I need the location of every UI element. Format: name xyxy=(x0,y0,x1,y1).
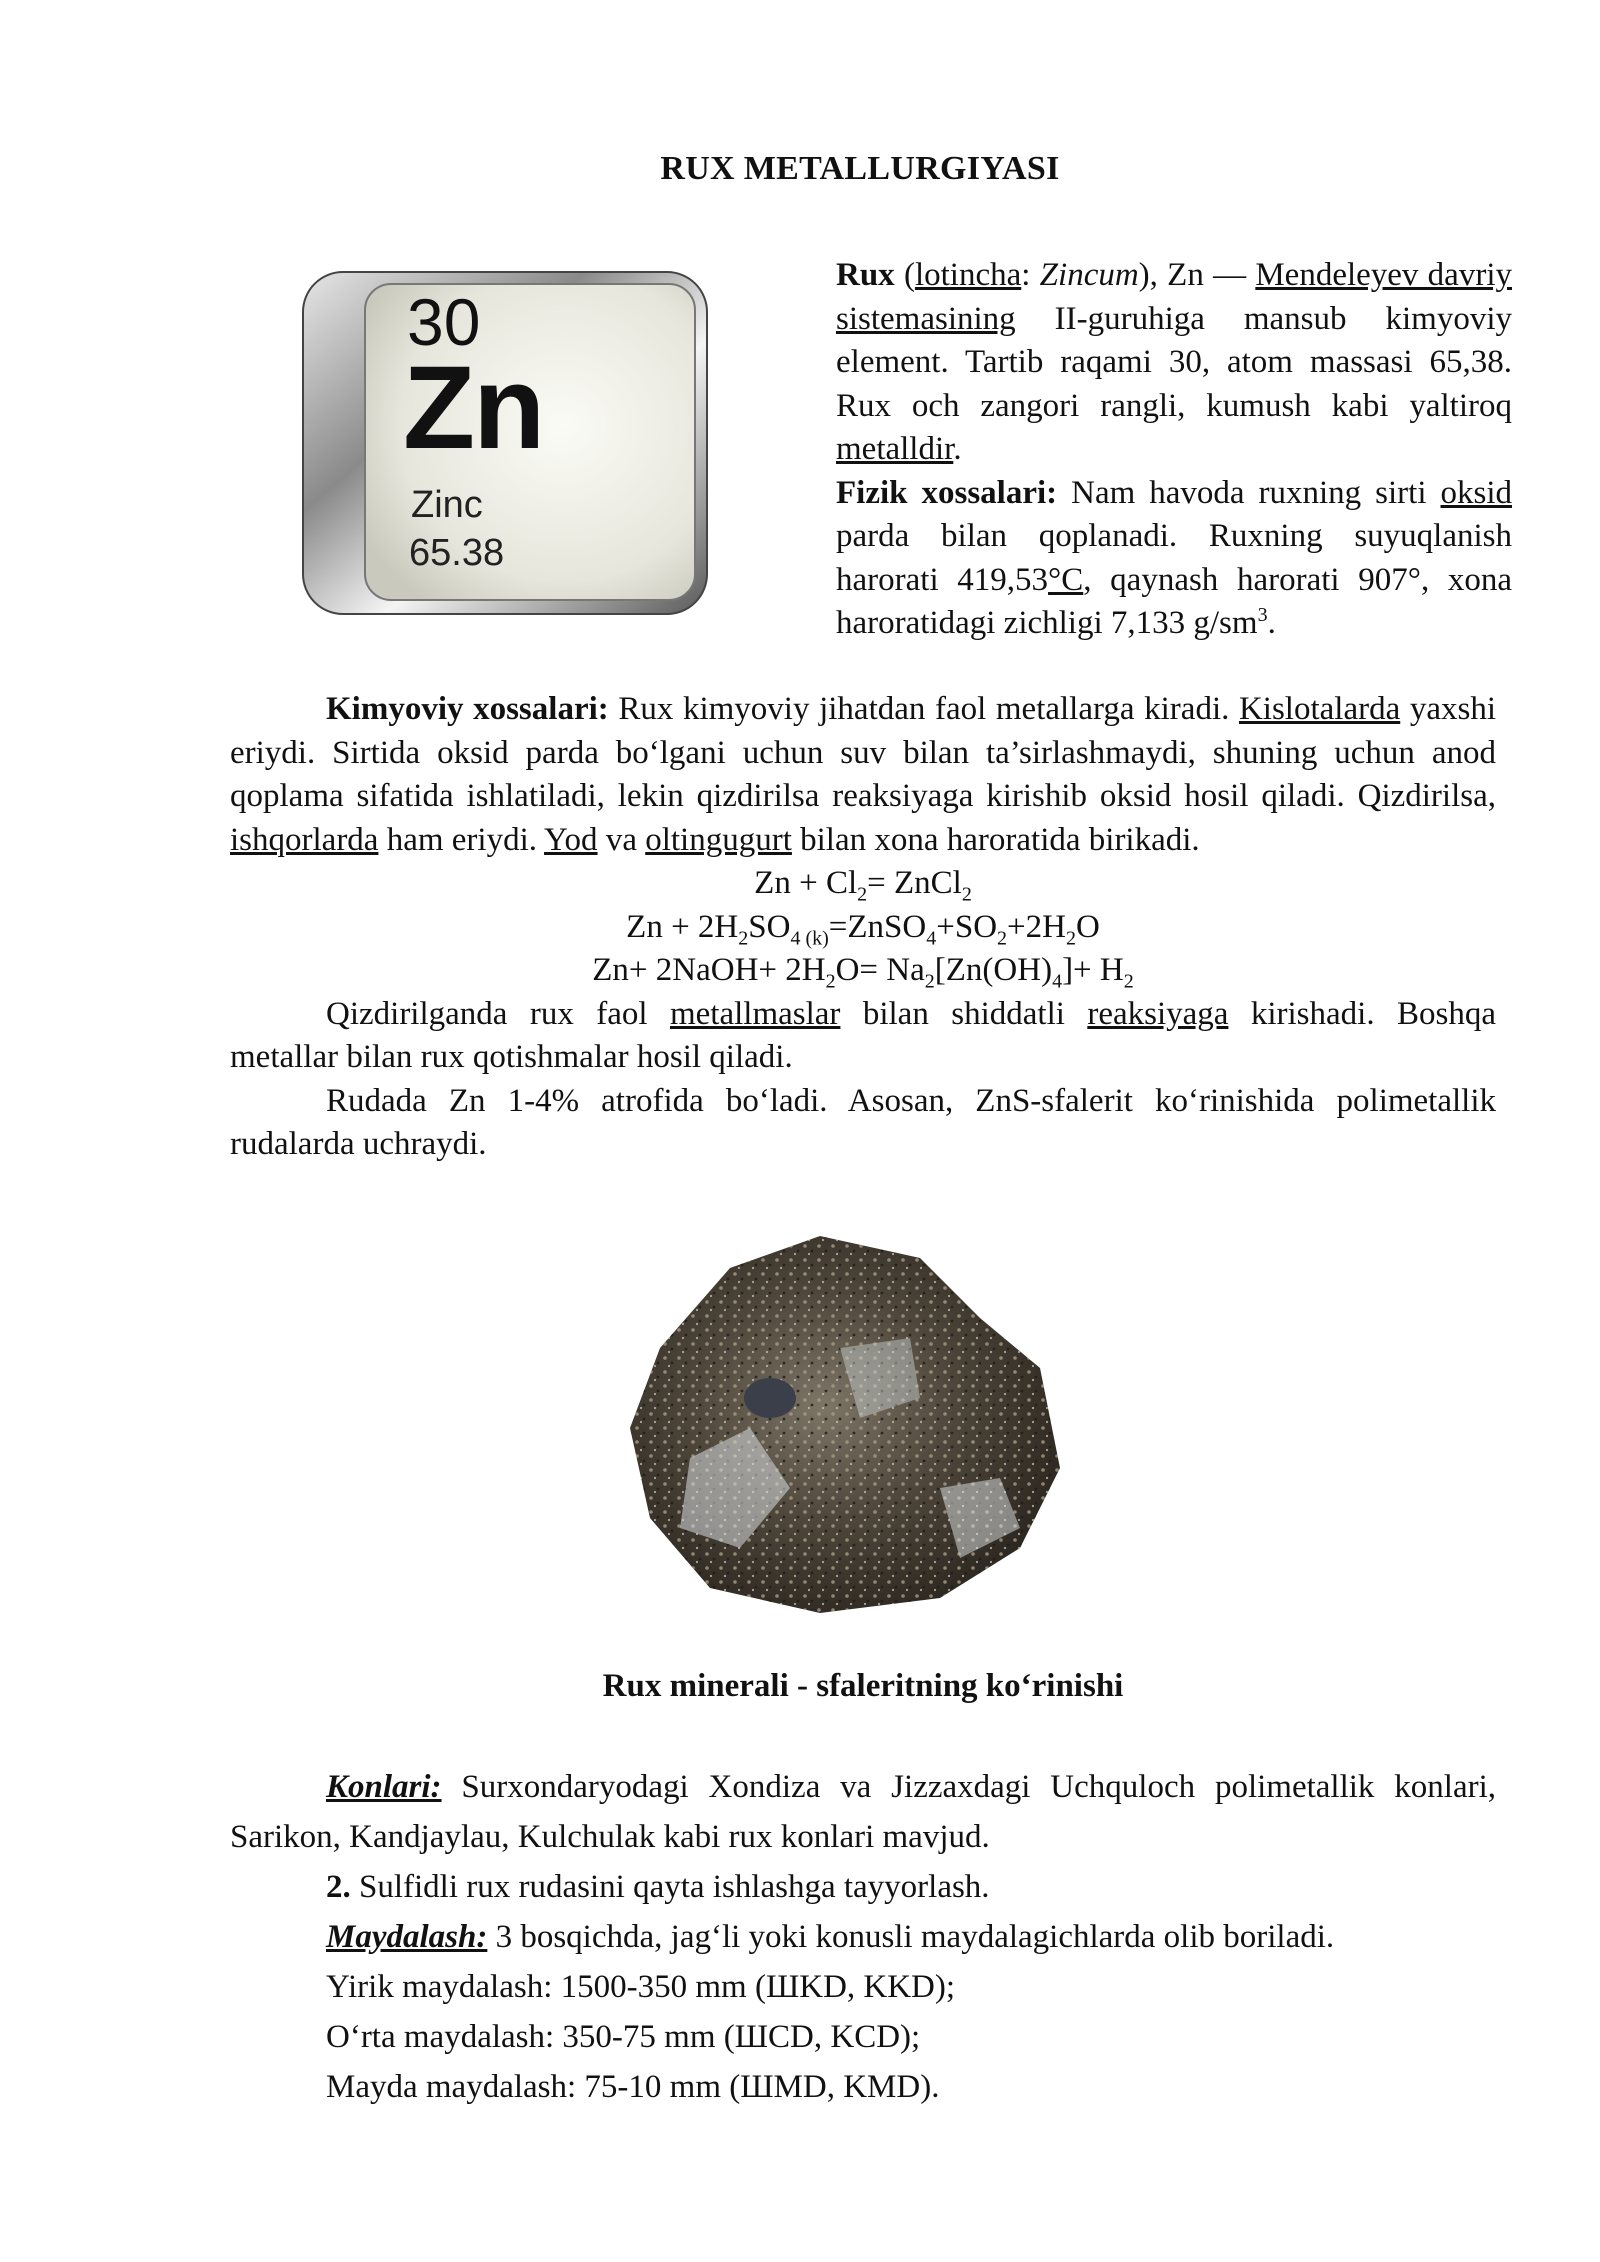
mineral-rock-icon xyxy=(620,1228,1100,1618)
text: II-guruhiga mansub kimyoviy element. Tartib raqami 30, atom massasi 65,38. Rux och zangori rangli, kumush kabi yaltiroq xyxy=(836,300,1512,424)
text: O= Na xyxy=(835,952,925,988)
text: Zn + Cl xyxy=(754,865,858,901)
crushing-medium: O‘rta maydalash: 350-75 mm (ШCD, KCD); xyxy=(326,2019,921,2055)
text: =ZnSO xyxy=(828,908,927,945)
ore-paragraph: Rudada Zn 1-4% atrofida bo‘ladi. Asosan, ZnS-sfalerit ko‘rinishida polimetallik rudalarda uchraydi. xyxy=(230,1082,1496,1162)
link-ishqorlarda[interactable]: ishqorlarda xyxy=(230,821,379,858)
text: [Zn(OH) xyxy=(934,952,1053,988)
tile-symbol: Zn xyxy=(403,342,544,474)
sphalerite-mineral-image xyxy=(620,1228,1100,1618)
chemical-properties-paragraph xyxy=(230,688,1496,862)
subscript: 2 xyxy=(997,927,1008,950)
text: Zn + 2H xyxy=(626,908,739,945)
deposits-paragraph xyxy=(230,1762,1496,1862)
subscript: 4 xyxy=(1052,970,1063,993)
text: kirishadi. Boshqa metallar bilan rux qotishmalar hosil qiladi. xyxy=(230,995,1496,1075)
chemical-properties-label: Kimyoviy xossalari: xyxy=(326,691,609,727)
subscript: 4 (k) xyxy=(790,927,829,950)
text: SO xyxy=(748,908,791,945)
link-kislotalarda[interactable]: Kislotalarda xyxy=(1238,691,1401,727)
text: ham eriydi. xyxy=(378,821,545,858)
link-celsius[interactable]: °C xyxy=(1048,561,1084,598)
crushing-coarse: Yirik maydalash: 1500-350 mm (ШKD, KKD); xyxy=(326,1969,956,2005)
text: ( xyxy=(894,257,915,293)
text: : xyxy=(1021,257,1040,293)
text: ]+ H xyxy=(1062,952,1124,988)
zinc-element-tile-image xyxy=(295,262,715,622)
link-oltingugurt[interactable]: oltingugurt xyxy=(645,821,792,858)
text: . xyxy=(1267,605,1276,641)
superscript: 3 xyxy=(1257,604,1268,626)
text: Rux kimyoviy jihatdan faol metallarga kiradi. xyxy=(608,691,1239,727)
text: Sulfidli rux rudasini qayta ishlashga tayyorlash. xyxy=(350,1869,990,1905)
section-number: 2. xyxy=(326,1869,351,1905)
tile-atomic-number: 30 xyxy=(407,285,481,359)
text: bilan shiddatli xyxy=(840,995,1088,1032)
link-yod[interactable]: Yod xyxy=(544,821,598,858)
crushing-paragraph xyxy=(230,1912,1496,1962)
text: +SO xyxy=(936,908,998,945)
subscript: 2 xyxy=(1123,970,1134,993)
crushing-label: Maydalash: xyxy=(326,1919,488,1955)
physical-properties-label: Fizik xossalari: xyxy=(836,474,1058,511)
tile-atomic-mass: 65.38 xyxy=(409,532,505,574)
text: Surxondaryodagi Xondiza va Jizzaxdagi Uchquloch polimetallik konlari, Sarikon, Kandjaylau, Kulchulak kabi rux konlari mavjud. xyxy=(230,1769,1496,1855)
text: Qizdirilganda rux faol xyxy=(326,995,670,1032)
text: O xyxy=(1075,908,1100,945)
subscript: 2 xyxy=(857,883,868,906)
link-oksid[interactable]: oksid xyxy=(1440,474,1513,511)
latin-name: Zincum xyxy=(1039,257,1139,293)
subscript: 2 xyxy=(1065,927,1076,950)
text: = ZnCl xyxy=(867,865,962,901)
subscript: 2 xyxy=(825,970,836,993)
link-mendeleyev[interactable]: Mendeleyev davriy sistemasining xyxy=(836,257,1512,337)
subscript: 2 xyxy=(924,970,935,993)
heated-paragraph xyxy=(230,993,1496,1080)
page-title: RUX METALLURGIYASI xyxy=(660,150,1060,187)
equation-2 xyxy=(230,906,1496,950)
text: +2H xyxy=(1007,908,1066,945)
link-lotincha[interactable]: lotincha xyxy=(914,257,1022,293)
term-rux: Rux xyxy=(836,257,895,293)
text: . xyxy=(953,431,962,467)
intro-paragraph xyxy=(836,254,1512,646)
text: Nam havoda ruxning sirti xyxy=(1057,474,1441,511)
subscript: 4 xyxy=(926,927,937,950)
preparation-heading xyxy=(230,1862,1496,1912)
subscript: 2 xyxy=(961,883,972,906)
link-metalldir[interactable]: metalldir xyxy=(836,431,954,467)
text: parda bilan qoplanadi. Ruxning suyuqlanish harorati 419,53 xyxy=(836,518,1512,598)
deposits-label: Konlari: xyxy=(326,1769,442,1805)
equation-3 xyxy=(230,949,1496,993)
text: bilan xona haroratida birikadi. xyxy=(791,821,1200,858)
text: , qaynash harorati 907°, xona haroratidagi zichligi 7,133 g/sm xyxy=(836,561,1513,641)
figure-caption: Rux minerali - sfaleritning ko‘rinishi xyxy=(602,1668,1124,1704)
tile-element-name: Zinc xyxy=(411,484,483,526)
deposits-section xyxy=(230,1762,1496,2112)
link-metallmaslar[interactable]: metallmaslar xyxy=(669,995,841,1032)
text: yaxshi eriydi. Sirtida oksid parda bo‘lgani uchun suv bilan ta’sirlashmaydi, shuning uchun anod qoplama sifatida ishlatiladi, lekin qizdirilsa reaksiyaga kirishib oksid hosil qiladi. Qizdirilsa, xyxy=(230,691,1497,814)
subscript: 2 xyxy=(738,927,749,950)
text: Zn+ 2NaOH+ 2H xyxy=(592,952,826,988)
equation-1 xyxy=(230,862,1496,906)
text: 3 bosqichda, jag‘li yoki konusli maydalagichlarda olib boriladi. xyxy=(487,1919,1335,1955)
text: va xyxy=(597,821,646,858)
chemical-properties-section xyxy=(230,688,1496,1167)
crushing-fine: Mayda maydalash: 75-10 mm (ШMD, KMD). xyxy=(326,2069,940,2105)
link-reaksiyaga[interactable]: reaksiyaga xyxy=(1087,995,1229,1032)
text: ), Zn — xyxy=(1138,257,1256,293)
